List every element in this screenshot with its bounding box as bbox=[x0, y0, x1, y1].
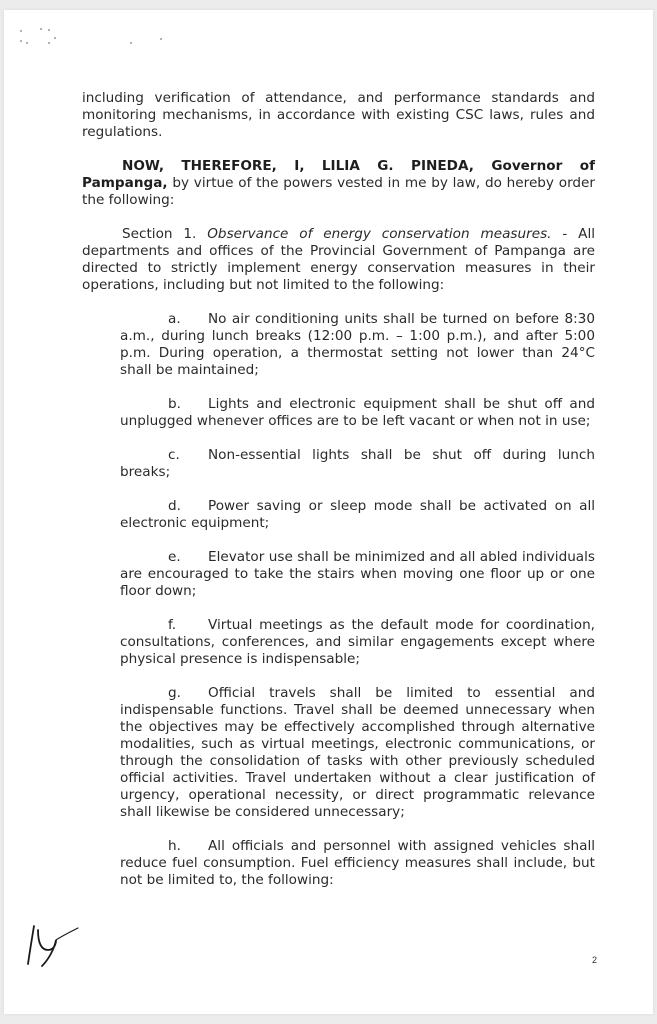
section-1 bbox=[82, 226, 595, 294]
item-label: f. bbox=[168, 617, 177, 633]
item-text: Power saving or sleep mode shall be activated on all electronic equipment; bbox=[120, 498, 595, 531]
item-text: Official travels shall be limited to essential and indispensable functions. Travel shall be deemed unnecessary when the objectives may be effectively accomplished through alternative modalities, such as virtual meetings, electronic communications, or through the consolidation of tasks with other previously scheduled official activities. Travel undertaken without a clear justification of urgency, operational necessity, or direct programmatic relevance shall likewise be considered unnecessary; bbox=[120, 685, 595, 820]
list-item-h bbox=[120, 838, 595, 889]
item-text: Non-essential lights shall be shut off during lunch breaks; bbox=[120, 447, 595, 480]
item-label: e. bbox=[168, 549, 181, 565]
document-body bbox=[82, 90, 595, 906]
section-1-label: Section 1. bbox=[122, 226, 208, 242]
order-text: by virtue of the powers vested in me by law, do hereby order the following: bbox=[82, 175, 595, 208]
item-label: d. bbox=[168, 498, 181, 514]
item-text: Virtual meetings as the default mode for coordination, consultations, conferences, and similar engagements except where physical presence is indispensable; bbox=[120, 617, 595, 667]
item-label: c. bbox=[168, 447, 180, 463]
item-label: g. bbox=[168, 685, 181, 701]
document-page bbox=[4, 10, 653, 1014]
list-item-f bbox=[120, 617, 595, 668]
item-label: b. bbox=[168, 396, 181, 412]
section-1-body: - All departments and offices of the Provincial Government of Pampanga are directed to strictly implement energy conservation measures in their operations, including but not limited to the following: bbox=[82, 226, 595, 293]
list-item-c bbox=[120, 447, 595, 481]
list-item-g bbox=[120, 685, 595, 821]
page-number: 2 bbox=[592, 955, 598, 965]
opening-paragraph: including verification of attendance, and performance standards and monitoring mechanisms, in accordance with existing CSC laws, rules and regulations. bbox=[82, 90, 595, 140]
list-item-d bbox=[120, 498, 595, 532]
scan-specks bbox=[18, 28, 168, 58]
order-bold-lead: NOW, THEREFORE, I, LILIA G. PINEDA, Governor of Pampanga, bbox=[82, 158, 595, 191]
list-item-e bbox=[120, 549, 595, 600]
list-item-b bbox=[120, 396, 595, 430]
order-paragraph bbox=[82, 158, 595, 209]
section-1-title: Observance of energy conservation measures. bbox=[207, 226, 552, 242]
item-text: Elevator use shall be minimized and all abled individuals are encouraged to take the stairs when moving one floor up or one floor down; bbox=[120, 549, 595, 599]
item-text: Lights and electronic equipment shall be shut off and unplugged whenever offices are to be left vacant or when not in use; bbox=[120, 396, 595, 429]
initials-signature-icon bbox=[26, 920, 86, 970]
item-text: All officials and personnel with assigned vehicles shall reduce fuel consumption. Fuel efficiency measures shall include, but not be limited to, the following: bbox=[120, 838, 595, 888]
list-item-a bbox=[120, 311, 595, 379]
item-label: h. bbox=[168, 838, 181, 854]
item-text: No air conditioning units shall be turned on before 8:30 a.m., during lunch breaks (12:00 p.m. – 1:00 p.m.), and after 5:00 p.m. During operation, a thermostat setting not lower than 24°C shall be maintained; bbox=[120, 311, 595, 378]
item-label: a. bbox=[168, 311, 181, 327]
